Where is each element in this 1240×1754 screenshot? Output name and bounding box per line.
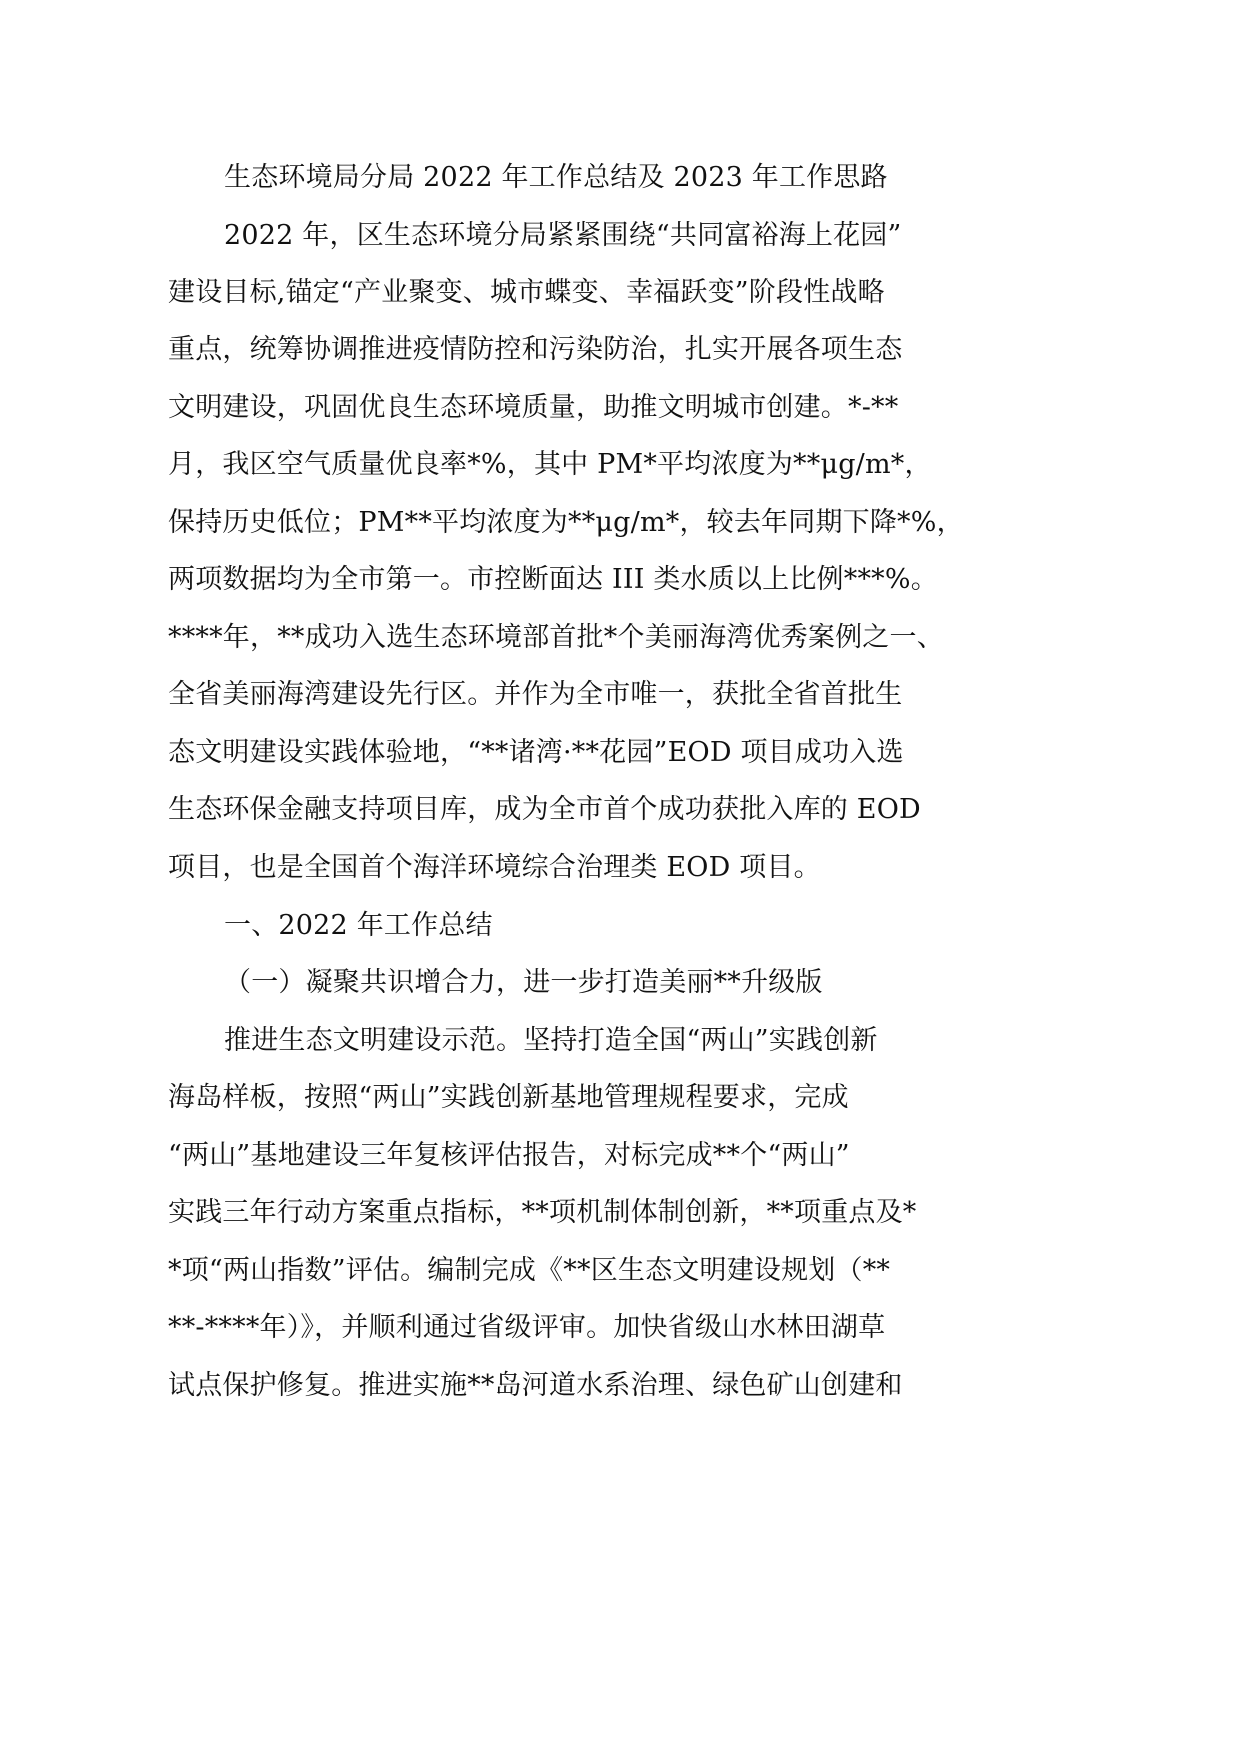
paragraph-line: 项目，也是全国首个海洋环境综合治理类 EOD 项目。 (168, 852, 821, 883)
section-heading: 一、2022 年工作总结 (224, 910, 493, 941)
paragraph-line: **-****年）》，并顺利通过省级评审。加快省级山水林田湖草 (168, 1312, 886, 1343)
paragraph-line: 2022 年，区生态环境分局紧紧围绕“共同富裕海上花园” (224, 220, 902, 251)
paragraph-line: 文明建设，巩固优良生态环境质量，助推文明城市创建。*-** (168, 392, 899, 423)
paragraph-line: 态文明建设实践体验地，“**诸湾·**花园”EOD 项目成功入选 (168, 737, 904, 768)
paragraph-line: *项“两山指数”评估。编制完成《**区生态文明建设规划（** (168, 1255, 891, 1286)
document-title: 生态环境局分局 2022 年工作总结及 2023 年工作思路 (224, 162, 888, 193)
paragraph-line: 建设目标,锚定“产业聚变、城市蝶变、幸福跃变”阶段性战略 (168, 277, 885, 308)
paragraph-line: 海岛样板，按照“两山”实践创新基地管理规程要求，完成 (168, 1082, 849, 1113)
paragraph-line: 全省美丽海湾建设先行区。并作为全市唯一，获批全省首批生 (168, 679, 903, 710)
paragraph-line: 推进生态文明建设示范。坚持打造全国“两山”实践创新 (224, 1025, 878, 1056)
paragraph-line: 试点保护修复。推进实施**岛河道水系治理、绿色矿山创建和 (168, 1370, 903, 1401)
paragraph-line: 保持历史低位；PM**平均浓度为**μg/m*，较去年同期下降*%， (168, 507, 964, 538)
paragraph-line: 两项数据均为全市第一。市控断面达 III 类水质以上比例***%。 (168, 564, 938, 595)
subsection-heading: （一）凝聚共识增合力，进一步打造美丽**升级版 (224, 967, 823, 998)
paragraph-line: 生态环保金融支持项目库，成为全市首个成功获批入库的 EOD (168, 794, 921, 825)
paragraph-line: 重点，统筹协调推进疫情防控和污染防治，扎实开展各项生态 (168, 334, 903, 365)
paragraph-line: 实践三年行动方案重点指标，**项机制体制创新，**项重点及* (168, 1197, 917, 1228)
paragraph-line: “两山”基地建设三年复核评估报告，对标完成**个“两山” (168, 1140, 850, 1171)
paragraph-line: 月，我区空气质量优良率*%，其中 PM*平均浓度为**μg/m*， (168, 449, 932, 480)
paragraph-line: ****年，**成功入选生态环境部首批*个美丽海湾优秀案例之一、 (168, 622, 944, 653)
